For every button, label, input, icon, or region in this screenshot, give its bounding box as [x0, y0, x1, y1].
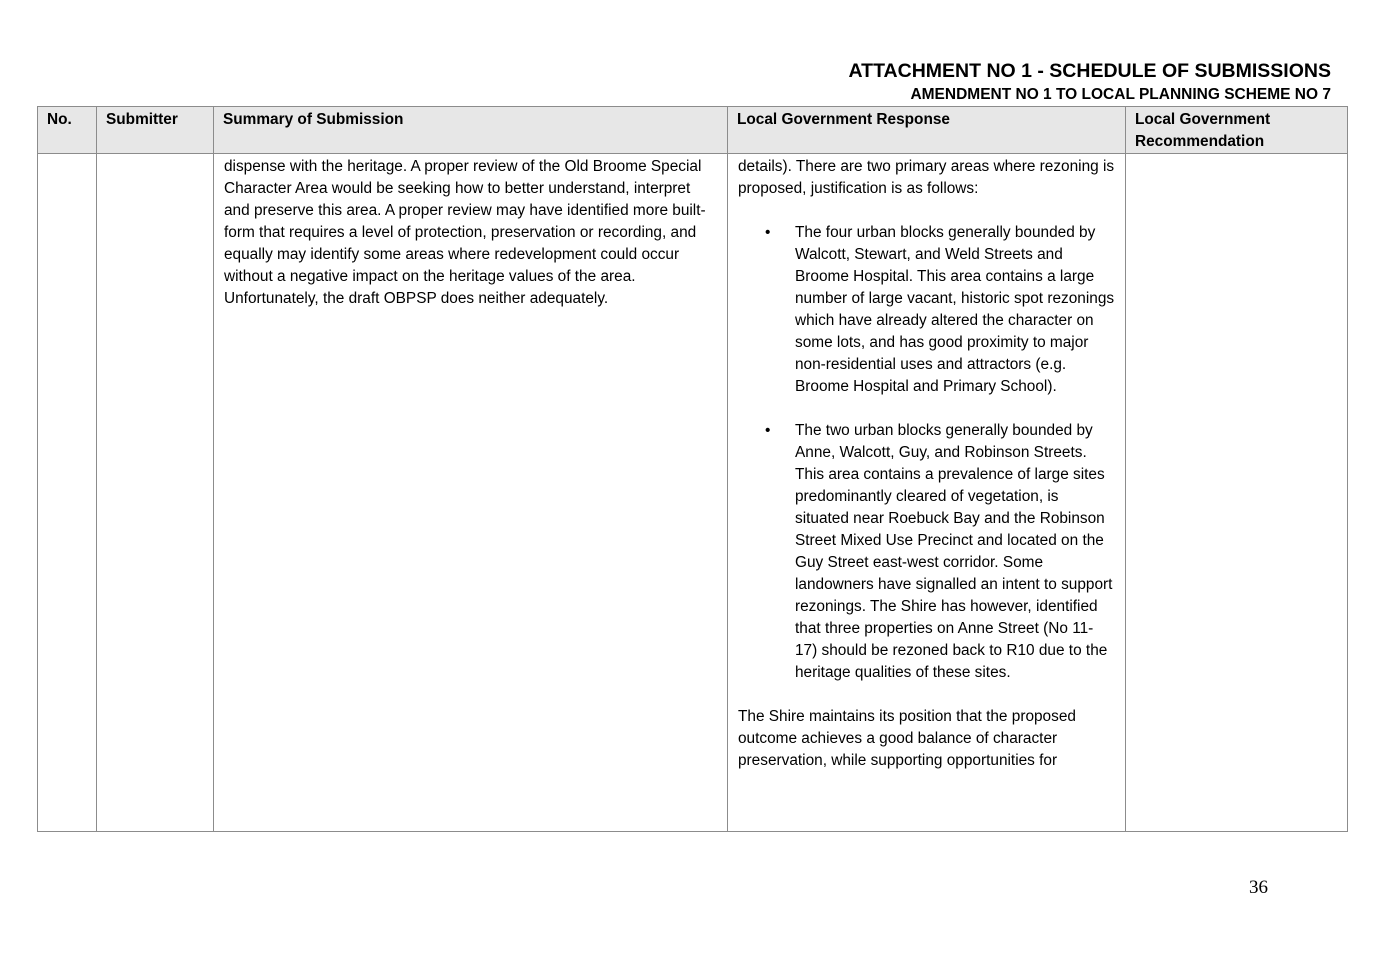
- table-header-row: [38, 107, 1348, 154]
- header-summary: Summary of Submission: [214, 107, 728, 154]
- header-no: No.: [38, 107, 97, 154]
- amendment-subtitle: AMENDMENT NO 1 TO LOCAL PLANNING SCHEME NO 7: [910, 86, 1331, 103]
- table-row: [38, 154, 1348, 832]
- cell-recommendation: [1126, 154, 1348, 832]
- cell-submitter: [97, 154, 214, 832]
- cell-summary: [214, 154, 728, 832]
- response-bullet-list: [738, 222, 1115, 684]
- list-item: [738, 420, 1115, 684]
- header-submitter: Submitter: [97, 107, 214, 154]
- response-intro: details). There are two primary areas where rezoning is proposed, justification is as follows:: [738, 158, 1115, 197]
- header-response: Local Government Response: [728, 107, 1126, 154]
- schedule-of-submissions-table: [37, 106, 1348, 832]
- response-bullet-text: The four urban blocks generally bounded by Walcott, Stewart, and Weld Streets and Broome Hospital. This area contains a large number of large vacant, historic spot rezonings which have already altered the character on some lots, and has good proximity to major non-residential uses and attractors (e.g. Broome Hospital and Primary School).: [795, 224, 1115, 395]
- bullet-icon: •: [765, 422, 771, 439]
- list-item: [738, 222, 1115, 398]
- bullet-icon: •: [765, 224, 771, 241]
- attachment-title: ATTACHMENT NO 1 - SCHEDULE OF SUBMISSIONS: [848, 60, 1331, 82]
- cell-response: [728, 154, 1126, 832]
- header-recommendation: Local Government Recommendation: [1126, 107, 1348, 154]
- page-number: 36: [1249, 877, 1268, 898]
- summary-text: dispense with the heritage. A proper review of the Old Broome Special Character Area would be seeking how to better understand, interpret and preserve this area. A proper review may have identified more built-form that requires a level of protection, preservation or recording, and equally may identify some areas where redevelopment could occur without a negative impact on the heritage values of the area. Unfortunately, the draft OBPSP does neither adequately.: [224, 158, 706, 307]
- cell-no: [38, 154, 97, 832]
- response-bullet-text: The two urban blocks generally bounded by Anne, Walcott, Guy, and Robinson Streets. This area contains a prevalence of large sites predominantly cleared of vegetation, is situated near Roebuck Bay and the Robinson Street Mixed Use Precinct and located on the Guy Street east-west corridor. Some landowners have signalled an intent to support rezonings. The Shire has however, identified that three properties on Anne Street (No 11-17) should be rezoned back to R10 due to the heritage qualities of these sites.: [795, 422, 1113, 681]
- response-closing: The Shire maintains its position that the proposed outcome achieves a good balance of character preservation, while supporting opportunities for: [738, 708, 1076, 769]
